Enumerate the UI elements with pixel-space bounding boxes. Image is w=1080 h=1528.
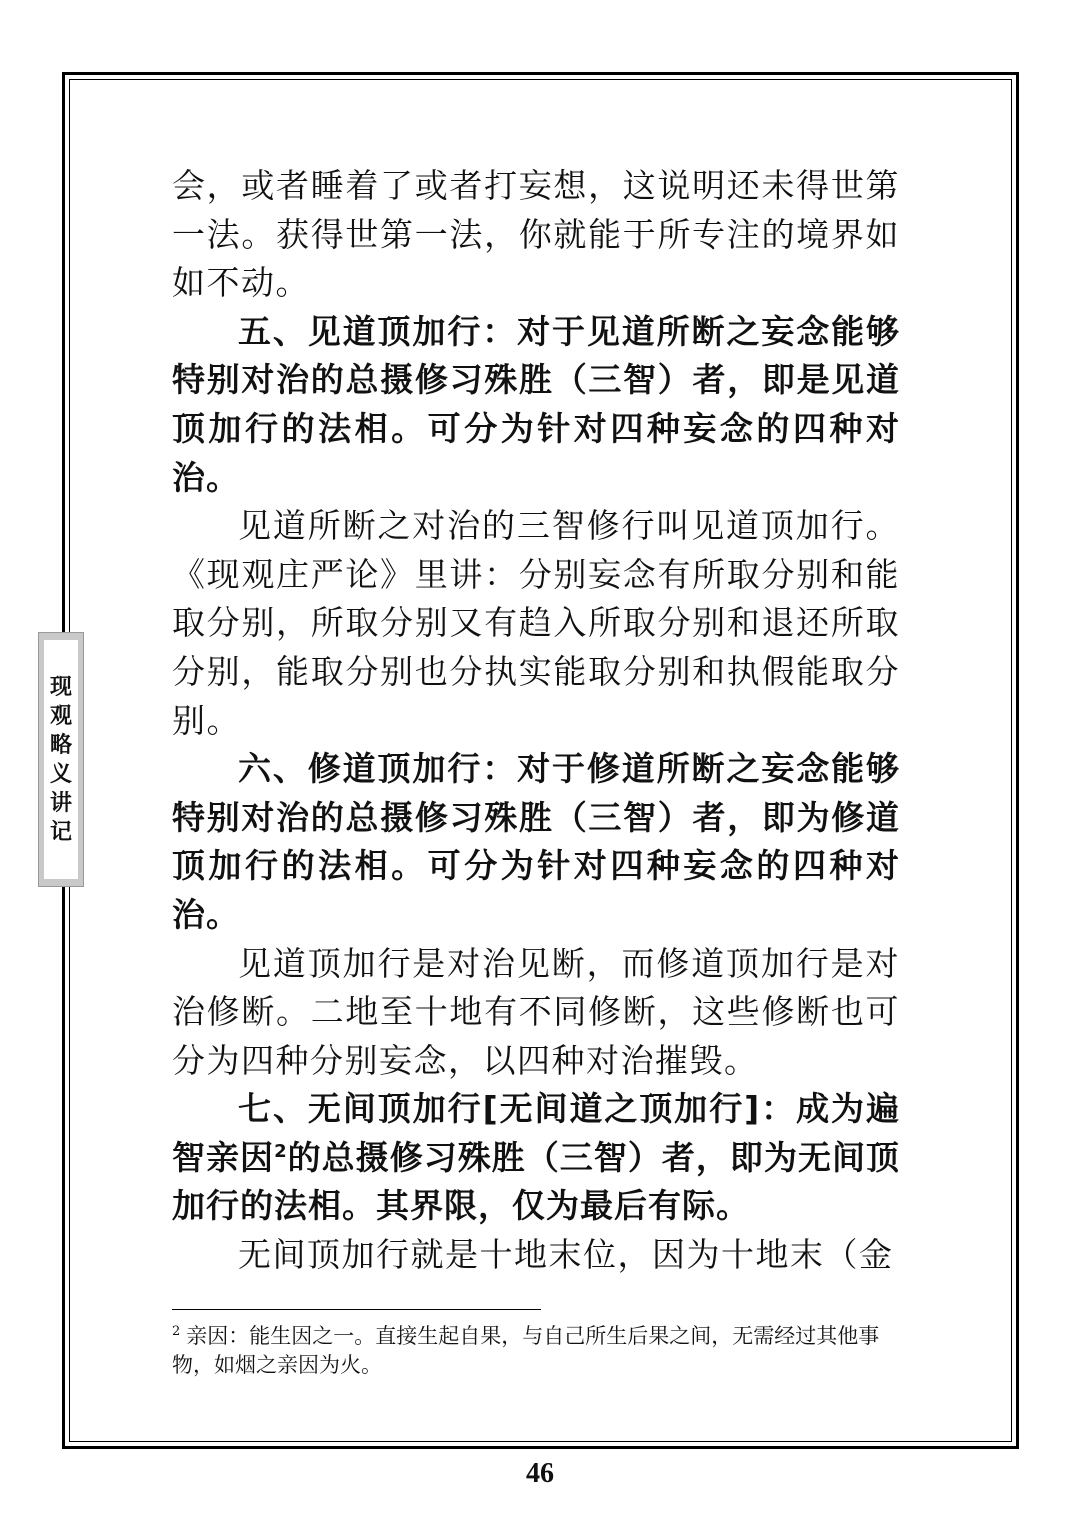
heading-text: 的总摄修习殊胜（三智）者，即为无间顶加行的法相。其界限，仅为最后有际。 xyxy=(172,1137,901,1226)
side-tab-char: 观 xyxy=(49,702,72,729)
side-tab-title xyxy=(44,640,78,879)
footnote-divider xyxy=(172,1309,541,1310)
footnote xyxy=(172,1322,900,1380)
side-tab-char: 讲 xyxy=(49,789,72,816)
heading-text: 七、无间顶加行[无间道之顶加行]：成为遍智亲因 xyxy=(172,1089,900,1177)
footnote-marker: 2 xyxy=(172,1324,181,1339)
section-heading-7 xyxy=(172,1085,900,1231)
footnote-reference[interactable]: 2 xyxy=(274,1140,288,1162)
side-tab-char: 现 xyxy=(49,673,72,700)
section-heading-6: 六、修道顶加行：对于修道所断之妄念能够特别对治的总摄修习殊胜（三智）者，即为修道顶加行的法相。可分为针对四种妄念的四种对治。 xyxy=(172,749,900,934)
paragraph: 会，或者睡着了或者打妄想，这说明还未得世第一法。获得世第一法，你就能于所专注的境界如如不动。 xyxy=(172,166,900,303)
paragraph: 见道所断之对治的三智修行叫见道顶加行。《现观庄严论》里讲：分别妄念有所取分别和能取分别，所取分别又有趋入所取分别和退还所取分别，能取分别也分执实能取分别和执假能取分别。 xyxy=(172,506,900,740)
side-tab-char: 记 xyxy=(49,818,72,845)
page-number: 46 xyxy=(526,1458,554,1489)
section-heading-5: 五、见道顶加行：对于见道所断之妄念能够特别对治的总摄修习殊胜（三智）者，即是见道顶加行的法相。可分为针对四种妄念的四种对治。 xyxy=(172,311,900,497)
footnote-text: 亲因：能生因之一。直接生起自果，与自己所生后果之间，无需经过其他事物，如烟之亲因为火。 xyxy=(172,1324,880,1377)
paragraph: 无间顶加行就是十地末位，因为十地末（金 xyxy=(238,1235,894,1275)
paragraph: 见道顶加行是对治见断，而修道顶加行是对治修断。二地至十地有不同修断，这些修断也可分为四种分别妄念，以四种对治摧毁。 xyxy=(172,943,900,1080)
page-body xyxy=(172,162,900,1280)
side-tab-char: 义 xyxy=(49,760,72,787)
side-tab-char: 略 xyxy=(49,731,72,758)
